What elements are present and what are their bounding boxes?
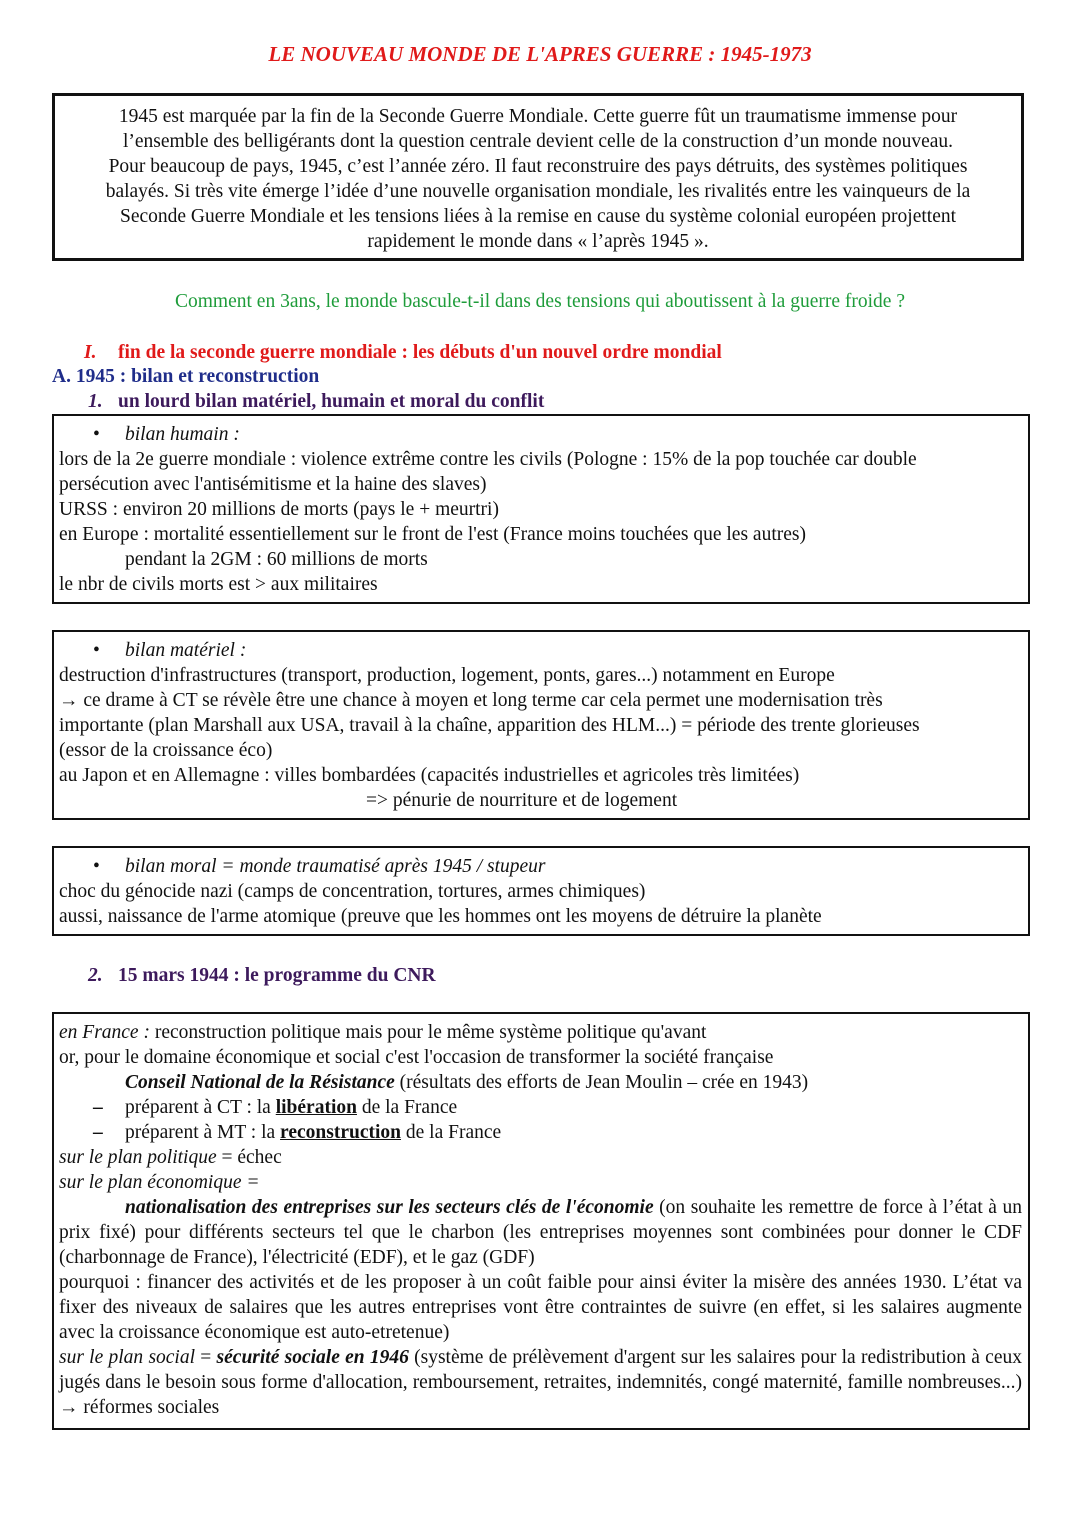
text-fragment: préparent à CT : la: [125, 1097, 276, 1118]
text-line: en Europe : mortalité essentiellement sur le front de l'est (France moins touchées que les autres): [59, 524, 806, 545]
problem-question: Comment en 3ans, le monde bascule-t-il dans des tensions qui aboutissent à la guerre froide ?: [175, 291, 905, 312]
text-fragment: =: [195, 1347, 217, 1368]
section-a-heading: A. 1945 : bilan et reconstruction: [52, 366, 320, 387]
text-line: lors de la 2e guerre mondiale : violence extrême contre les civils (Pologne : 15% de la pop touchée car double: [59, 449, 917, 470]
social-paragraph: [59, 1345, 1022, 1420]
text-line: destruction d'infrastructures (transport, production, logement, ponts, gares...) notamment en Europe: [59, 665, 835, 686]
bilan-humain-box: [52, 414, 1030, 604]
subsection-2-number: 2.: [88, 965, 103, 986]
bilan-materiel-heading: bilan matériel :: [125, 640, 247, 661]
intro-line: rapidement le monde dans « l’après 1945 ».: [367, 231, 709, 252]
text-line: aussi, naissance de l'arme atomique (preuve que les hommes ont les moyens de détruire la planète: [59, 906, 822, 927]
keyword-liberation: libération: [275, 1097, 357, 1118]
text-fragment: (résultats des efforts de Jean Moulin – crée en 1943): [394, 1072, 809, 1093]
text-fragment: de la France: [401, 1122, 502, 1143]
intro-line: l’ensemble des belligérants dont la question centrale devient celle de la construction d’un monde nouveau.: [122, 131, 954, 152]
page-title: LE NOUVEAU MONDE DE L'APRES GUERRE : 1945-1973: [268, 42, 812, 66]
bilan-moral-heading: bilan moral = monde traumatisé après 1945 / stupeur: [125, 856, 546, 877]
bilan-humain-heading: bilan humain :: [125, 424, 240, 445]
text-fragment: sur le plan politique: [59, 1147, 217, 1168]
cnr-name: Conseil National de la Résistance: [125, 1072, 395, 1093]
intro-line: 1945 est marquée par la fin de la Seconde Guerre Mondiale. Cette guerre fût un traumatisme immense pour: [118, 106, 958, 127]
cnr-box: [52, 1012, 1030, 1430]
text-line: sur le plan économique =: [59, 1172, 260, 1193]
part-1-heading: [84, 340, 722, 365]
dash-icon: –: [93, 1097, 103, 1118]
text-fragment: (on souhaite les remettre de force à l’état à un prix fixé) pour différents secteurs tel que le charbon (les entreprises moyennes sont combinées pour donner le CDF (charbonnage de France), l'électricité (EDF), et le gaz (GDF): [59, 1197, 1022, 1268]
text-fragment: = échec: [216, 1147, 282, 1168]
part-1-title: fin de la seconde guerre mondiale : les débuts d'un nouvel ordre mondial: [118, 342, 722, 363]
text-fragment: préparent à MT : la: [125, 1122, 281, 1143]
intro-box: [52, 93, 1024, 261]
bullet-icon: •: [93, 640, 100, 661]
subsection-1-title: un lourd bilan matériel, humain et moral du conflit: [118, 391, 545, 412]
intro-line: balayés. Si très vite émerge l’idée d’une nouvelle organisation mondiale, les rivalités entre les vainqueurs de la: [105, 181, 971, 202]
text-line: => pénurie de nourriture et de logement: [366, 790, 678, 811]
subsection-1-number: 1.: [88, 391, 103, 412]
text-line: importante (plan Marshall aux USA, travail à la chaîne, apparition des HLM...) = période des trente glorieuses: [59, 715, 920, 736]
subsection-2-heading: [88, 963, 436, 988]
text-line: → ce drame à CT se révèle être une chance à moyen et long terme car cela permet une modernisation très: [59, 690, 883, 711]
text-line: (essor de la croissance éco): [59, 740, 273, 761]
text-fragment: sécurité sociale en 1946: [216, 1347, 409, 1368]
bilan-moral-box: [52, 846, 1030, 936]
text-line: persécution avec l'antisémitisme et la haine des slaves): [59, 474, 487, 495]
text-fragment: nationalisation des entreprises sur les secteurs clés de l'économie: [125, 1197, 654, 1218]
text-line: choc du génocide nazi (camps de concentration, tortures, armes chimiques): [59, 881, 646, 902]
part-1-number: I.: [84, 342, 97, 363]
nationalisation-paragraph: [59, 1195, 1022, 1270]
text-line: URSS : environ 20 millions de morts (pays le + meurtri): [59, 499, 499, 520]
dash-icon: –: [93, 1122, 103, 1143]
subsection-1-heading: [88, 389, 544, 414]
bilan-materiel-box: [52, 630, 1030, 820]
text-fragment: de la France: [356, 1097, 458, 1118]
text-fragment: en France :: [59, 1022, 150, 1043]
text-line: or, pour le domaine économique et social c'est l'occasion de transformer la société française: [59, 1047, 774, 1068]
text-line: pendant la 2GM : 60 millions de morts: [125, 549, 428, 570]
bullet-icon: •: [93, 424, 100, 445]
text-fragment: sur le plan social: [59, 1347, 196, 1368]
pourquoi-paragraph: pourquoi : financer des activités et de les proposer à un coût faible pour ainsi éviter la misère des années 1930. L’état va fixer des niveaux de salaires que les autres entreprises vont être contraintes de suivre (en effet, si les salaires augmente avec la croissance économique est auto-etretenue): [59, 1272, 1022, 1343]
intro-line: Pour beaucoup de pays, 1945, c’est l’année zéro. Il faut reconstruire des pays détruits, des systèmes politiques: [108, 156, 968, 177]
subsection-2-title: 15 mars 1944 : le programme du CNR: [118, 965, 436, 986]
text-line: au Japon et en Allemagne : villes bombardées (capacités industrielles et agricoles très limitées): [59, 765, 800, 786]
text-fragment: reconstruction politique mais pour le même système politique qu'avant: [149, 1022, 707, 1043]
bullet-icon: •: [93, 856, 100, 877]
text-line: le nbr de civils morts est > aux militaires: [59, 574, 378, 595]
keyword-reconstruction: reconstruction: [280, 1122, 401, 1143]
intro-line: Seconde Guerre Mondiale et les tensions liées à la remise en cause du système colonial européen projettent: [119, 206, 957, 227]
text-fragment: (système de prélèvement d'argent sur les salaires pour la redistribution à ceux jugés dans le besoin sous forme d'allocation, remboursement, retraites, indemnités, congé maternité, famille nombreuses...) → réformes sociales: [59, 1347, 1022, 1418]
